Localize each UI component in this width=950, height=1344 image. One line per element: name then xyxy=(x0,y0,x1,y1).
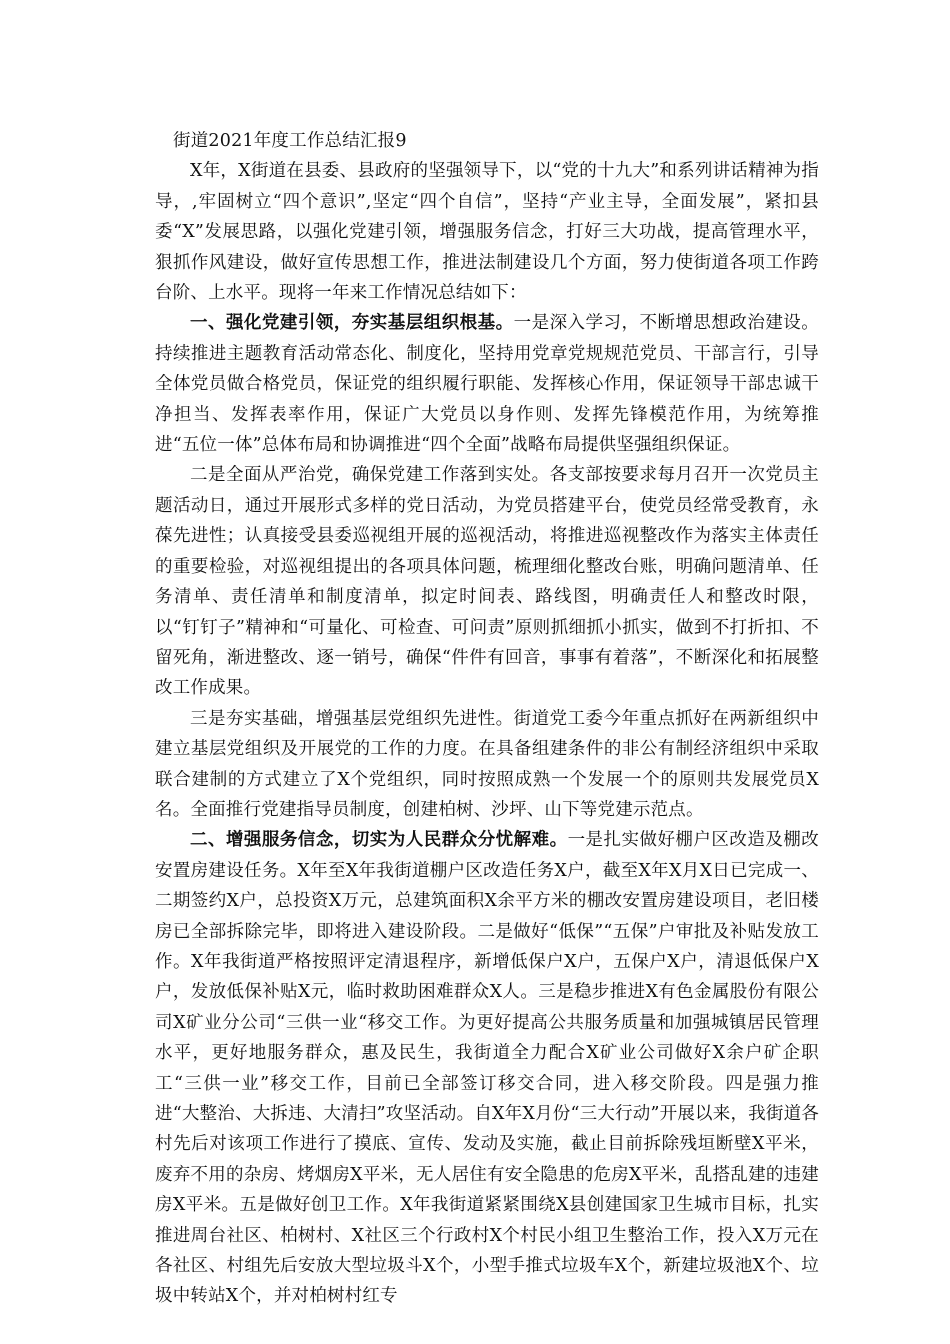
section-1-heading: 一、强化党建引领，夯实基层组织根基。 xyxy=(190,313,514,334)
section-2-text: 一是扎实做好棚户区改造及棚改安置房建设任务。X年至X年我街道棚户区改造任务X户，截至X年X月X日已完成一、二期签约X户，总投资X万元，总建筑面积X余平方米的棚改安置房建设项目，老旧楼房已全部拆除完毕，即将进入建设阶段。二是做好“低保”“五保”户审批及补贴发放工作。X年我街道严格按照评定清退程序，新增低保户X户，五保户X户，清退低保户X户，发放低保补贴X元，临时救助困难群众X人。三是稳步推进X有色金属股份有限公司X矿业分公司“三供一业“移交工作。为更好提高公共服务质量和加强城镇居民管理水平，更好地服务群众，惠及民生，我街道全力配合X矿业公司做好X余户矿企职工“三供一业”移交工作，目前已全部签订移交合同，进入移交阶段。四是强力推进“大整治、大拆违、大清扫”攻坚活动。自X年X月份“三大行动”开展以来，我街道各村先后对该项工作进行了摸底、宣传、发动及实施，截止目前拆除残垣断壁X平米，废弃不用的杂房、烤烟房X平米，无人居住有安全隐患的危房X平米，乱搭乱建的违建房X平米。五是做好创卫工作。X年我街道紧紧围绕X县创建国家卫生城市目标，扎实推进周台社区、柏树村、X社区三个行政村X个村民小组卫生整治工作，投入X万元在各社区、村组先后安放大型垃圾斗X个，小型手推式垃圾车X个，新建垃圾池X个、垃圾中转站X个，并对柏树村红专 xyxy=(155,830,819,1307)
document-body xyxy=(155,126,819,1312)
section-2-paragraph xyxy=(155,825,819,1312)
section-1-text: 一是深入学习，不断增思想政治建设。持续推进主题教育活动常态化、制度化，坚持用党章党规规范党员、干部言行，引导全体党员做合格党员，保证党的组织履行职能、发挥核心作用，保证领导干部忠诚干净担当、发挥表率作用，保证广大党员以身作则、发挥先锋模范作用，为统筹推进“五位一体”总体布局和协调推进“四个全面”战略布局提供坚强组织保证。 xyxy=(155,313,819,456)
section-1-paragraph xyxy=(155,308,819,460)
document-title: 街道2021年度工作总结汇报9 xyxy=(173,131,407,151)
paragraph-3: 三是夯实基础，增强基层党组织先进性。街道党工委今年重点抓好在两新组织中建立基层党组织及开展党的工作的力度。在具备组建条件的非公有制经济组织中采取联合建制的方式建立了X个党组织，同时按照成熟一个发展一个的原则共发展党员X名。全面推行党建指导员制度，创建柏树、沙坪、山下等党建示范点。 xyxy=(155,708,819,820)
intro-paragraph: X年，X街道在县委、县政府的坚强领导下，以“党的十九大”和系列讲话精神为指导，,牢固树立“四个意识”,坚定“四个自信”，坚持“产业主导，全面发展”，紧扣县委“X”发展思路，以强化党建引领，增强服务信念，打好三大功战，提高管理水平，狠抓作风建设，做好宣传思想工作，推进法制建设几个方面，努力使街道各项工作跨台阶、上水平。现将一年来工作情况总结如下： xyxy=(155,161,819,304)
paragraph-2: 二是全面从严治党，确保党建工作落到实处。各支部按要求每月召开一次党员主题活动日，通过开展形式多样的党日活动，为党员搭建平台，使党员经常受教育，永葆先进性；认真接受县委巡视组开展的巡视活动，将推进巡视整改作为落实主体责任的重要检验，对巡视组提出的各项具体问题，梳理细化整改台账，明确问题清单、任务清单、责任清单和制度清单，拟定时间表、路线图，明确责任人和整改时限，以“钉钉子”精神和“可量化、可检查、可问责”原则抓细抓小抓实，做到不打折扣、不留死角，渐进整改、逐一销号，确保“件件有回音，事事有着落”，不断深化和拓展整改工作成果。 xyxy=(155,465,819,699)
section-2-heading: 二、增强服务信念，切实为人民群众分忧解难。 xyxy=(190,830,568,851)
